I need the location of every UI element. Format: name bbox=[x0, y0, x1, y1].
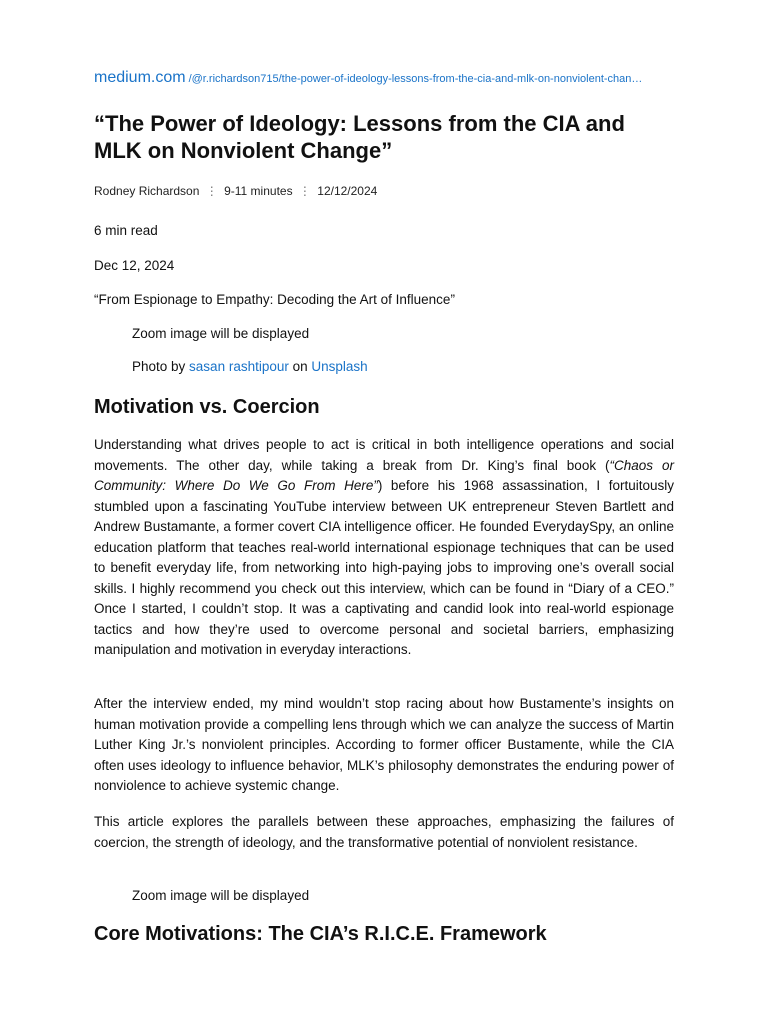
meta-read-time: 9-11 minutes bbox=[224, 184, 293, 198]
article-meta bbox=[94, 184, 377, 198]
zoom-image-note: Zoom image will be displayed bbox=[132, 888, 310, 903]
meta-separator: ⋮ bbox=[205, 184, 218, 198]
read-time-label: 6 min read bbox=[94, 223, 158, 238]
meta-separator: ⋮ bbox=[298, 184, 311, 198]
meta-date: 12/12/2024 bbox=[317, 184, 378, 198]
zoom-image-note: Zoom image will be displayed bbox=[132, 326, 310, 341]
photographer-link[interactable]: sasan rashtipour bbox=[189, 359, 289, 374]
source-domain-link[interactable]: medium.com bbox=[94, 69, 186, 86]
section-heading-motivation: Motivation vs. Coercion bbox=[94, 396, 320, 418]
paragraph-analysis: After the interview ended, my mind wouldn’t stop racing about how Bustamente’s insights on human motivation provide a compelling lens through which we can analyze the success of Martin Luther King Jr.’s nonviolent principles. According to former officer Bustamente, while the CIA often uses ideology to influence behavior, MLK’s philosophy demonstrates the enduring power of nonviolence to achieve systemic change. bbox=[94, 696, 674, 793]
book-title: “Chaos or Community: Where Do We Go From Here” bbox=[94, 457, 675, 493]
source-path-link[interactable]: /@r.richardson715/the-power-of-ideology-lessons-from-the-cia-and-mlk-on-nonviolent-chan… bbox=[188, 73, 643, 85]
publish-date: Dec 12, 2024 bbox=[94, 258, 175, 273]
meta-author: Rodney Richardson bbox=[94, 184, 200, 198]
article-title: “The Power of Ideology: Lessons from the CIA and MLK on Nonviolent Change” bbox=[94, 111, 625, 163]
unsplash-link[interactable]: Unsplash bbox=[311, 359, 368, 374]
source-url bbox=[94, 69, 674, 87]
paragraph-overview: This article explores the parallels between these approaches, emphasizing the failures of coercion, the strength of ideology, and the transformative potential of nonviolent resistance. bbox=[94, 814, 674, 850]
article-subtitle: “From Espionage to Empathy: Decoding the Art of Influence” bbox=[94, 292, 455, 307]
photo-credit bbox=[132, 357, 672, 378]
paragraph-intro bbox=[94, 435, 674, 661]
paragraph-intro-rest: ) before his 1968 assassination, I fortuitously stumbled upon a fascinating YouTube interview between UK entrepreneur Steven Bartlett and Andrew Bustamante, a former covert CIA intelligence officer. He founded EverydaySpy, an online education platform that teaches real-world international espionage techniques that can be used to benefit everyday life, from networking into high-paying jobs to improving one’s overall social skills. I highly recommend you check out this interview, which can be found in “Diary of a CEO.” Once I started, I couldn’t stop. It was a captivating and candid look into real-world espionage tactics and how they’re used to overcome personal and societal barriers, emphasizing manipulation and motivation in everyday interactions. bbox=[94, 478, 674, 657]
photo-credit-prefix: Photo by bbox=[132, 359, 190, 374]
paragraph-intro-text: Understanding what drives people to act is critical in both intelligence operations and social movements. The other day, while taking a break from Dr. King’s final book ( bbox=[94, 437, 674, 473]
section-heading-rice: Core Motivations: The CIA’s R.I.C.E. Framework bbox=[94, 923, 547, 945]
photo-credit-middle: on bbox=[288, 359, 312, 374]
